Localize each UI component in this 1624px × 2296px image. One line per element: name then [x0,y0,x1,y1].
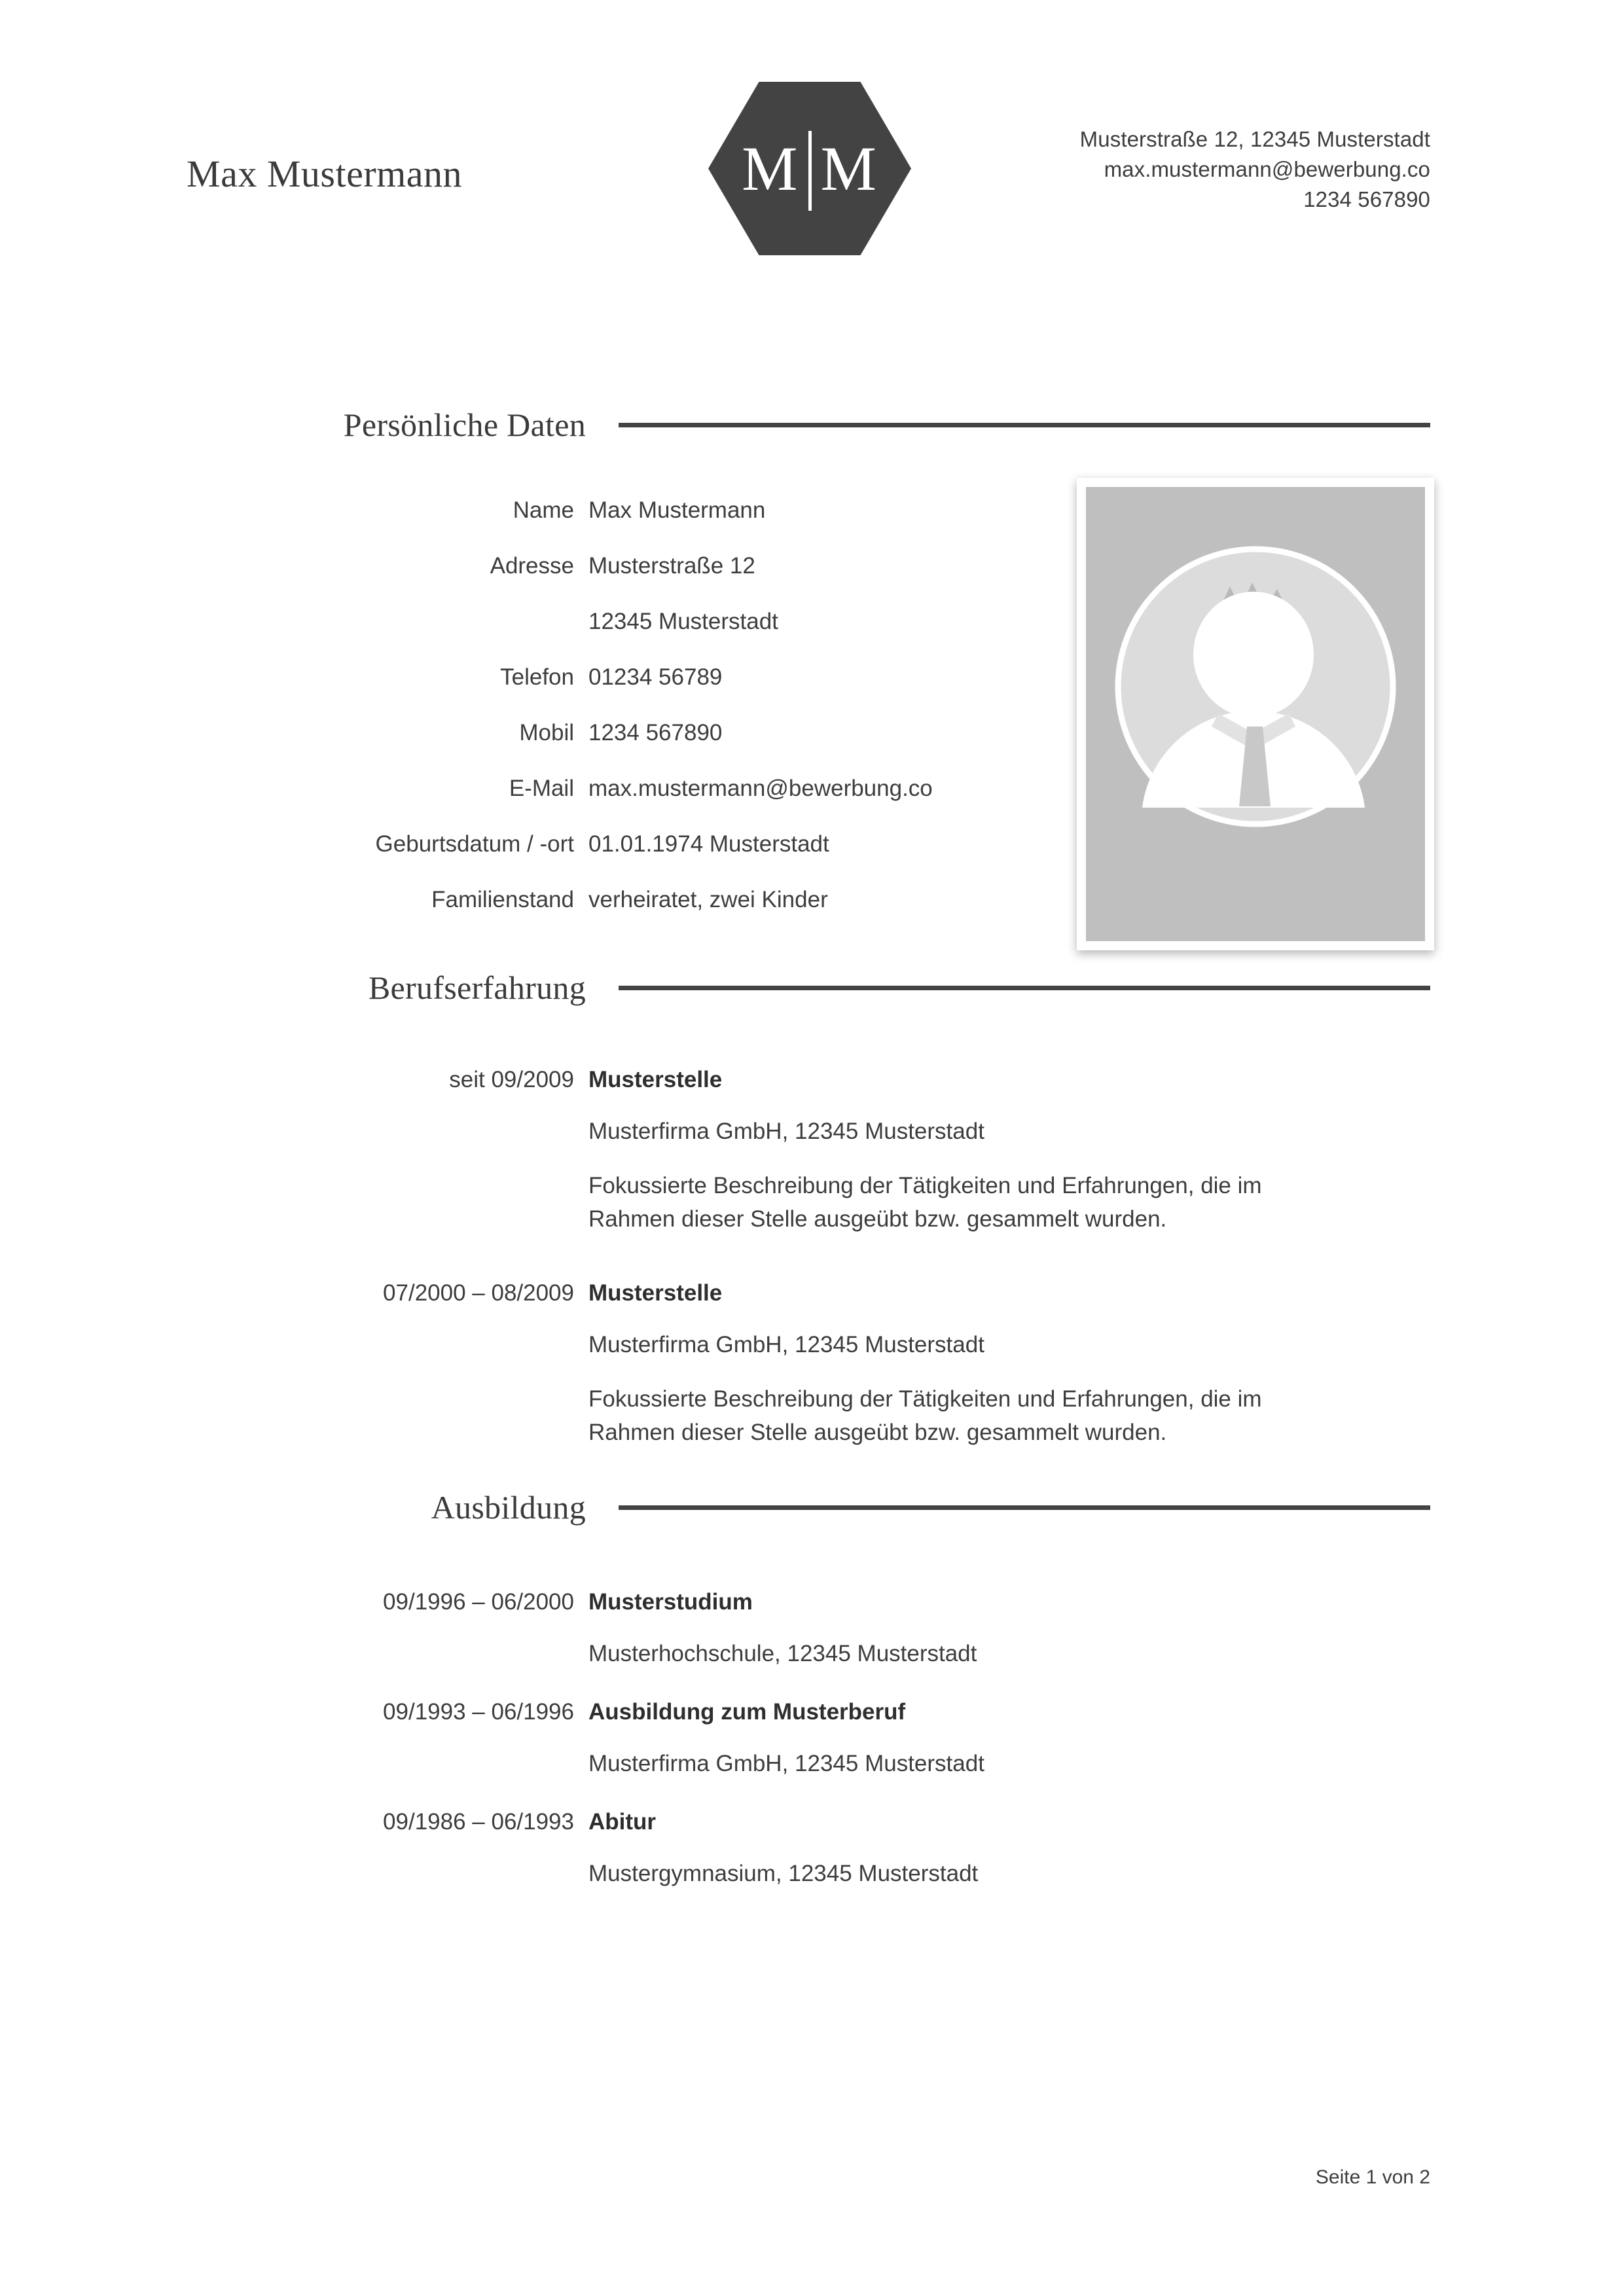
entry-date: 09/1993 – 06/1996 [383,1699,574,1725]
row-label: Name [513,497,574,523]
header-contact-block [1080,124,1430,215]
section-rule [619,423,1430,427]
entry-organisation: Musterhochschule, 12345 Musterstadt [588,1641,977,1666]
education-entry-list [0,1589,1624,1885]
row-value: 01234 56789 [588,664,723,690]
section-title-experience: Berufserfahrung [368,969,586,1006]
monogram-initial-right: M [820,133,878,204]
entry-title: Abitur [588,1809,657,1835]
monogram-initials [708,82,911,255]
row-label: Mobil [519,720,574,745]
section-header-personal [98,404,1430,445]
monogram-hexagon-logo [708,82,911,255]
section-header-experience [98,967,1430,1008]
page-title: Max Mustermann [187,152,462,195]
list-item [0,1809,1624,1885]
entry-date: 09/1986 – 06/1993 [383,1809,574,1835]
section-header-education [98,1487,1430,1528]
document-header [0,0,1624,308]
row-value: max.mustermann@bewerbung.co [588,776,933,801]
entry-organisation: Mustergymnasium, 12345 Musterstadt [588,1861,979,1886]
section-title-personal: Persönliche Daten [343,406,586,443]
page-number-footer: Seite 1 von 2 [1315,2166,1430,2188]
contact-email[interactable]: max.mustermann@bewerbung.co [1104,157,1430,181]
row-label: Telefon [500,664,574,690]
row-label: Familienstand [431,887,574,912]
list-item [0,1280,1624,1449]
entry-organisation: Musterfirma GmbH, 12345 Musterstadt [588,1332,984,1357]
entry-title: Musterstelle [588,1280,723,1306]
entry-date: 09/1996 – 06/2000 [383,1589,574,1615]
entry-organisation: Musterfirma GmbH, 12345 Musterstadt [588,1119,984,1144]
contact-phone: 1234 567890 [1303,187,1430,211]
section-rule [619,986,1430,990]
entry-title: Ausbildung zum Musterberuf [588,1699,906,1725]
row-value: 01.01.1974 Musterstadt [588,831,829,857]
section-title-education: Ausbildung [431,1489,586,1526]
section-rule [619,1505,1430,1510]
row-value: 1234 567890 [588,720,723,745]
monogram-initial-left: M [742,133,799,204]
list-item [0,1067,1624,1236]
entry-description: Fokussierte Beschreibung der Tätigkeiten und Erfahrungen, die im Rahmen dieser Stelle ausgeübt bzw. gesammelt wurden. [588,1386,1262,1445]
monogram-divider-bar [808,131,812,211]
row-value: Max Mustermann [588,497,766,523]
row-label: E-Mail [509,776,574,801]
row-label: Adresse [490,553,574,579]
person-placeholder-icon [1115,546,1396,827]
row-value: 12345 Musterstadt [588,609,778,634]
entry-description: Fokussierte Beschreibung der Tätigkeiten und Erfahrungen, die im Rahmen dieser Stelle ausgeübt bzw. gesammelt wurden. [588,1173,1262,1232]
entry-date: 07/2000 – 08/2009 [383,1280,574,1306]
entry-title: Musterstelle [588,1067,723,1092]
contact-address: Musterstraße 12, 12345 Musterstadt [1079,127,1430,151]
portrait-photo-placeholder [1086,487,1425,941]
portrait-photo-frame [1077,478,1434,950]
row-value: Musterstraße 12 [588,553,755,579]
list-item [0,1589,1624,1665]
entry-title: Musterstudium [588,1589,753,1615]
list-item [0,1699,1624,1775]
experience-entry-list [0,1067,1624,1449]
row-value: verheiratet, zwei Kinder [588,887,828,912]
entry-date: seit 09/2009 [449,1067,574,1092]
row-label: Geburtsdatum / -ort [375,831,574,857]
entry-organisation: Musterfirma GmbH, 12345 Musterstadt [588,1751,984,1776]
